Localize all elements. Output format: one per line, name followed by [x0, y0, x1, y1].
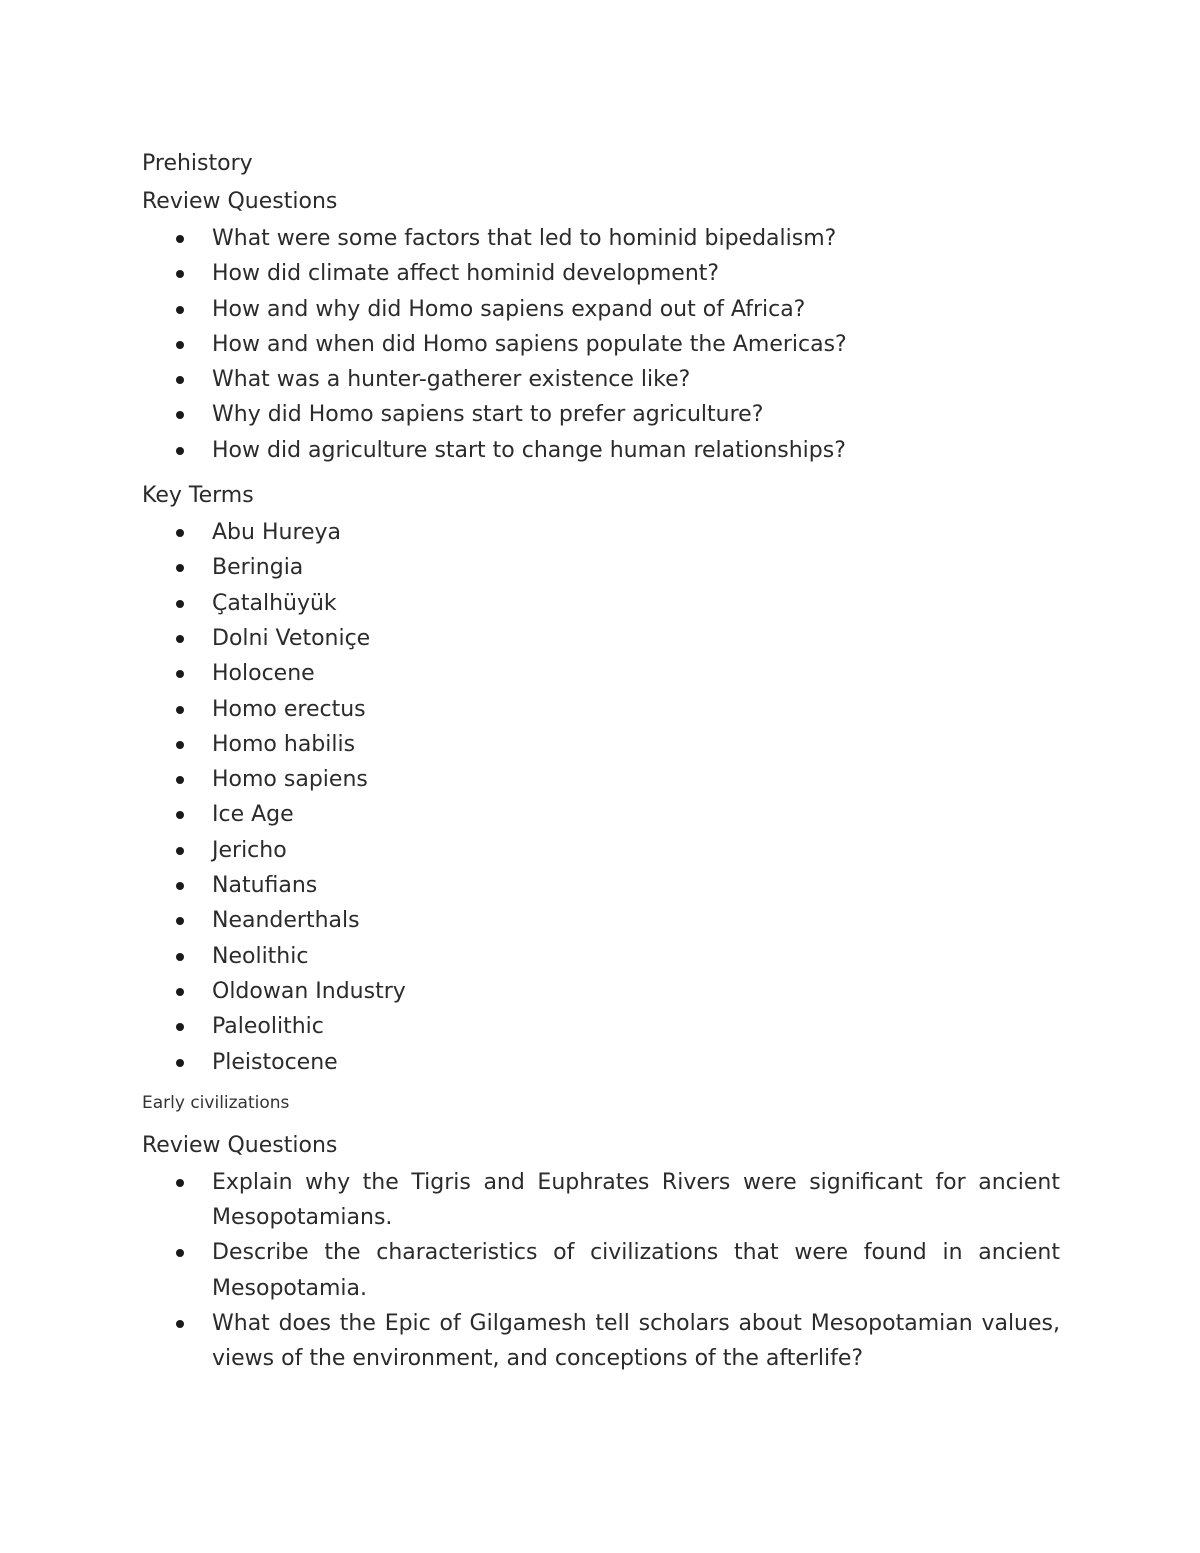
list-item: Homo sapiens	[142, 762, 1060, 797]
list-item: What was a hunter-gatherer existence like?	[142, 362, 1060, 397]
list-item: Why did Homo sapiens start to prefer agriculture?	[142, 397, 1060, 432]
early-civilizations-review-questions-list	[142, 1165, 1060, 1377]
list-item: What does the Epic of Gilgamesh tell scholars about Mesopotamian values, views of the environment, and conceptions of the afterlife?	[142, 1306, 1060, 1377]
section-title-early-civilizations: Early civilizations	[142, 1092, 290, 1113]
list-item: Oldowan Industry	[142, 974, 1060, 1009]
list-item: Homo habilis	[142, 727, 1060, 762]
prehistory-review-questions-list	[142, 221, 1060, 468]
document-body	[142, 145, 1060, 1377]
list-item: How and when did Homo sapiens populate the Americas?	[142, 327, 1060, 362]
list-item: Neolithic	[142, 939, 1060, 974]
review-questions-heading: Review Questions	[142, 1132, 338, 1158]
section-title-prehistory: Prehistory	[142, 151, 253, 176]
list-item: Holocene	[142, 656, 1060, 691]
list-item: Çatalhüyük	[142, 586, 1060, 621]
review-questions-heading: Review Questions	[142, 189, 338, 214]
list-item: What were some factors that led to hominid bipedalism?	[142, 221, 1060, 256]
list-item: How and why did Homo sapiens expand out of Africa?	[142, 292, 1060, 327]
list-item: Natufians	[142, 868, 1060, 903]
list-item: Pleistocene	[142, 1045, 1060, 1080]
list-item: Dolni Vetoniçe	[142, 621, 1060, 656]
key-terms-heading: Key Terms	[142, 483, 254, 509]
list-item: Beringia	[142, 550, 1060, 585]
list-item: Neanderthals	[142, 903, 1060, 938]
list-item: How did climate affect hominid development?	[142, 256, 1060, 291]
list-item: Abu Hureya	[142, 515, 1060, 550]
list-item: Paleolithic	[142, 1009, 1060, 1044]
list-item: Homo erectus	[142, 692, 1060, 727]
list-item: Jericho	[142, 833, 1060, 868]
list-item: How did agriculture start to change human relationships?	[142, 433, 1060, 468]
list-item: Explain why the Tigris and Euphrates Rivers were significant for ancient Mesopotamians.	[142, 1165, 1060, 1236]
list-item: Describe the characteristics of civilizations that were found in ancient Mesopotamia.	[142, 1235, 1060, 1306]
list-item: Ice Age	[142, 797, 1060, 832]
key-terms-list	[142, 515, 1060, 1080]
